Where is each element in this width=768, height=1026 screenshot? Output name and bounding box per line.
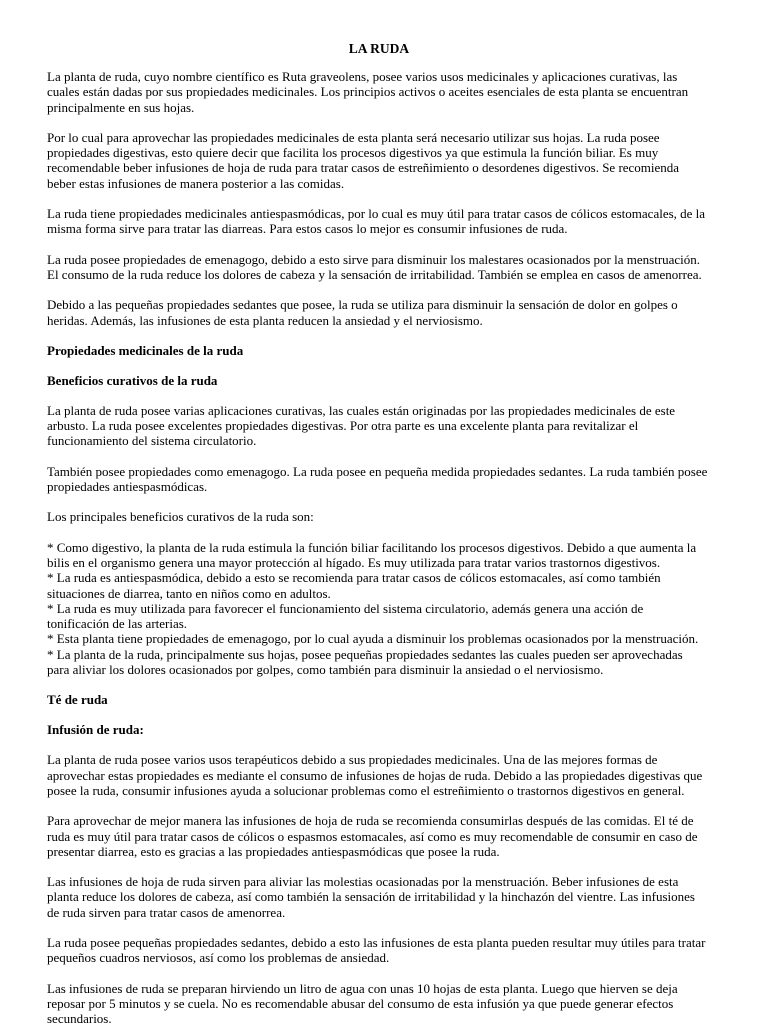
benefits-list bbox=[47, 540, 708, 678]
list-item: * La ruda es muy utilizada para favorecer el funcionamiento del sistema circulatorio, además genera una acción de tonificación de las arterias. bbox=[47, 600, 644, 632]
paragraph-other-properties: También posee propiedades como emenagogo. La ruda posee en pequeña medida propiedades sedantes. La ruda también posee propiedades antiespasmódicas. bbox=[47, 463, 708, 495]
list-item: * Esta planta tiene propiedades de emenagogo, por lo cual ayuda a disminuir los problemas ocasionados por la menstruación. bbox=[47, 631, 699, 647]
paragraph-emmenagogue: La ruda posee propiedades de emenagogo, debido a esto sirve para disminuir los malestares ocasionados por la menstruación. El consumo de la ruda reduce los dolores de cabeza y la sensación de irritabilidad. También se emplea en casos de amenorrea. bbox=[47, 251, 702, 282]
paragraph-sedative: Debido a las pequeñas propiedades sedantes que posee, la ruda se utiliza para disminuir la sensación de dolor en golpes o heridas. Además, las infusiones de esta planta reducen la ansiedad y el nerviosismo. bbox=[47, 297, 678, 328]
paragraph-digestive: Por lo cual para aprovechar las propiedades medicinales de esta planta será necesario utilizar sus hojas. La ruda posee propiedades digestivas, esto quiere decir que facilita los procesos digestivos ya que estimula la función biliar. Es muy recomendable beber infusiones de hoja de ruda para tratar casos de estreñimiento o desordenes digestivos. Se recomienda beber estas infusiones de manera posterior a las comidas. bbox=[47, 129, 680, 191]
paragraph-antispasmodic: La ruda tiene propiedades medicinales antiespasmódicas, por lo cual es muy útil para tratar casos de cólicos estomacales, de la misma forma sirve para tratar las diarreas. Para estos casos lo mejor es consumir infusiones de ruda. bbox=[47, 206, 706, 237]
list-item: * Como digestivo, la planta de la ruda estimula la función biliar facilitando los procesos digestivos. Debido a que aumenta la bilis en el organismo genera una mayor protección al hígado. Es muy utilizada para tratar varios trastornos digestivos. bbox=[47, 539, 697, 570]
paragraph-curative-applications: La planta de ruda posee varias aplicaciones curativas, las cuales están originadas por las propiedades medicinales de este arbusto. La ruda posee excelentes propiedades digestivas. Por otra parte es una excelente planta para revitalizar el funcionamiento del sistema circulatorio. bbox=[47, 402, 676, 449]
paragraph-infusion-uses: La planta de ruda posee varios usos terapéuticos debido a sus propiedades medicinales. Una de las mejores formas de aprovechar estas propiedades es mediante el consumo de infusiones de hojas de ruda. Debido a las propiedades digestivas que posee la ruda, consumir infusiones ayuda a solucionar problemas como el estreñimiento o trastornos digestivos en general. bbox=[47, 752, 703, 798]
heading-medicinal-properties: Propiedades medicinales de la ruda bbox=[47, 342, 244, 358]
paragraph-infusion-sedative: La ruda posee pequeñas propiedades sedantes, debido a esto las infusiones de esta planta pueden resultar muy útiles para tratar pequeños cuadros nerviosos, así como los problemas de ansiedad. bbox=[47, 934, 706, 966]
list-item: * La ruda es antiespasmódica, debido a esto se recomienda para tratar casos de cólicos estomacales, así como también situaciones de diarrea, tanto en niños como en adultos. bbox=[47, 570, 661, 601]
heading-infusion: Infusión de ruda: bbox=[47, 722, 144, 738]
list-item: * La planta de la ruda, principalmente sus hojas, posee pequeñas propiedades sedantes las cuales pueden ser aprovechadas para aliviar los dolores ocasionados por golpes, como también para disminuir la ansiedad o el nerviosismo. bbox=[47, 646, 683, 678]
paragraph-benefits-intro: Los principales beneficios curativos de la ruda son: bbox=[47, 509, 314, 525]
paragraph-infusion-after-meals: Para aprovechar de mejor manera las infusiones de hoja de ruda se recomienda consumirlas después de las comidas. El té de ruda es muy útil para tratar casos de cólicos o espasmos estomacales, así como es muy recomendable de consumir en caso de presentar diarrea, esto es gracias a las propiedades antiespasmódicas que posee la ruda. bbox=[47, 813, 698, 859]
paragraph-intro: La planta de ruda, cuyo nombre científico es Ruta graveolens, posee varios usos medicinales y aplicaciones curativas, las cuales están dadas por sus propiedades medicinales. Los principios activos o aceites esenciales de esta planta se encuentran principalmente en sus hojas. bbox=[47, 69, 689, 115]
paragraph-infusion-menstruation: Las infusiones de hoja de ruda sirven para aliviar las molestias ocasionadas por la menstruación. Beber infusiones de esta planta reduce los dolores de cabeza, así como también la sensación de irritabilidad y la hinchazón del vientre. Las infusiones de ruda sirven para tratar casos de amenorrea. bbox=[47, 874, 695, 920]
heading-curative-benefits: Beneficios curativos de la ruda bbox=[47, 372, 218, 388]
document-title: LA RUDA bbox=[348, 41, 410, 56]
heading-tea: Té de ruda bbox=[47, 692, 108, 708]
paragraph-infusion-preparation: Las infusiones de ruda se preparan hirviendo un litro de agua con unas 10 hojas de esta planta. Luego que hierven se deja reposar por 5 minutos y se cuela. No es recomendable abusar del consumo de esta infusión ya que puede generar efectos secundarios. bbox=[47, 980, 678, 1026]
